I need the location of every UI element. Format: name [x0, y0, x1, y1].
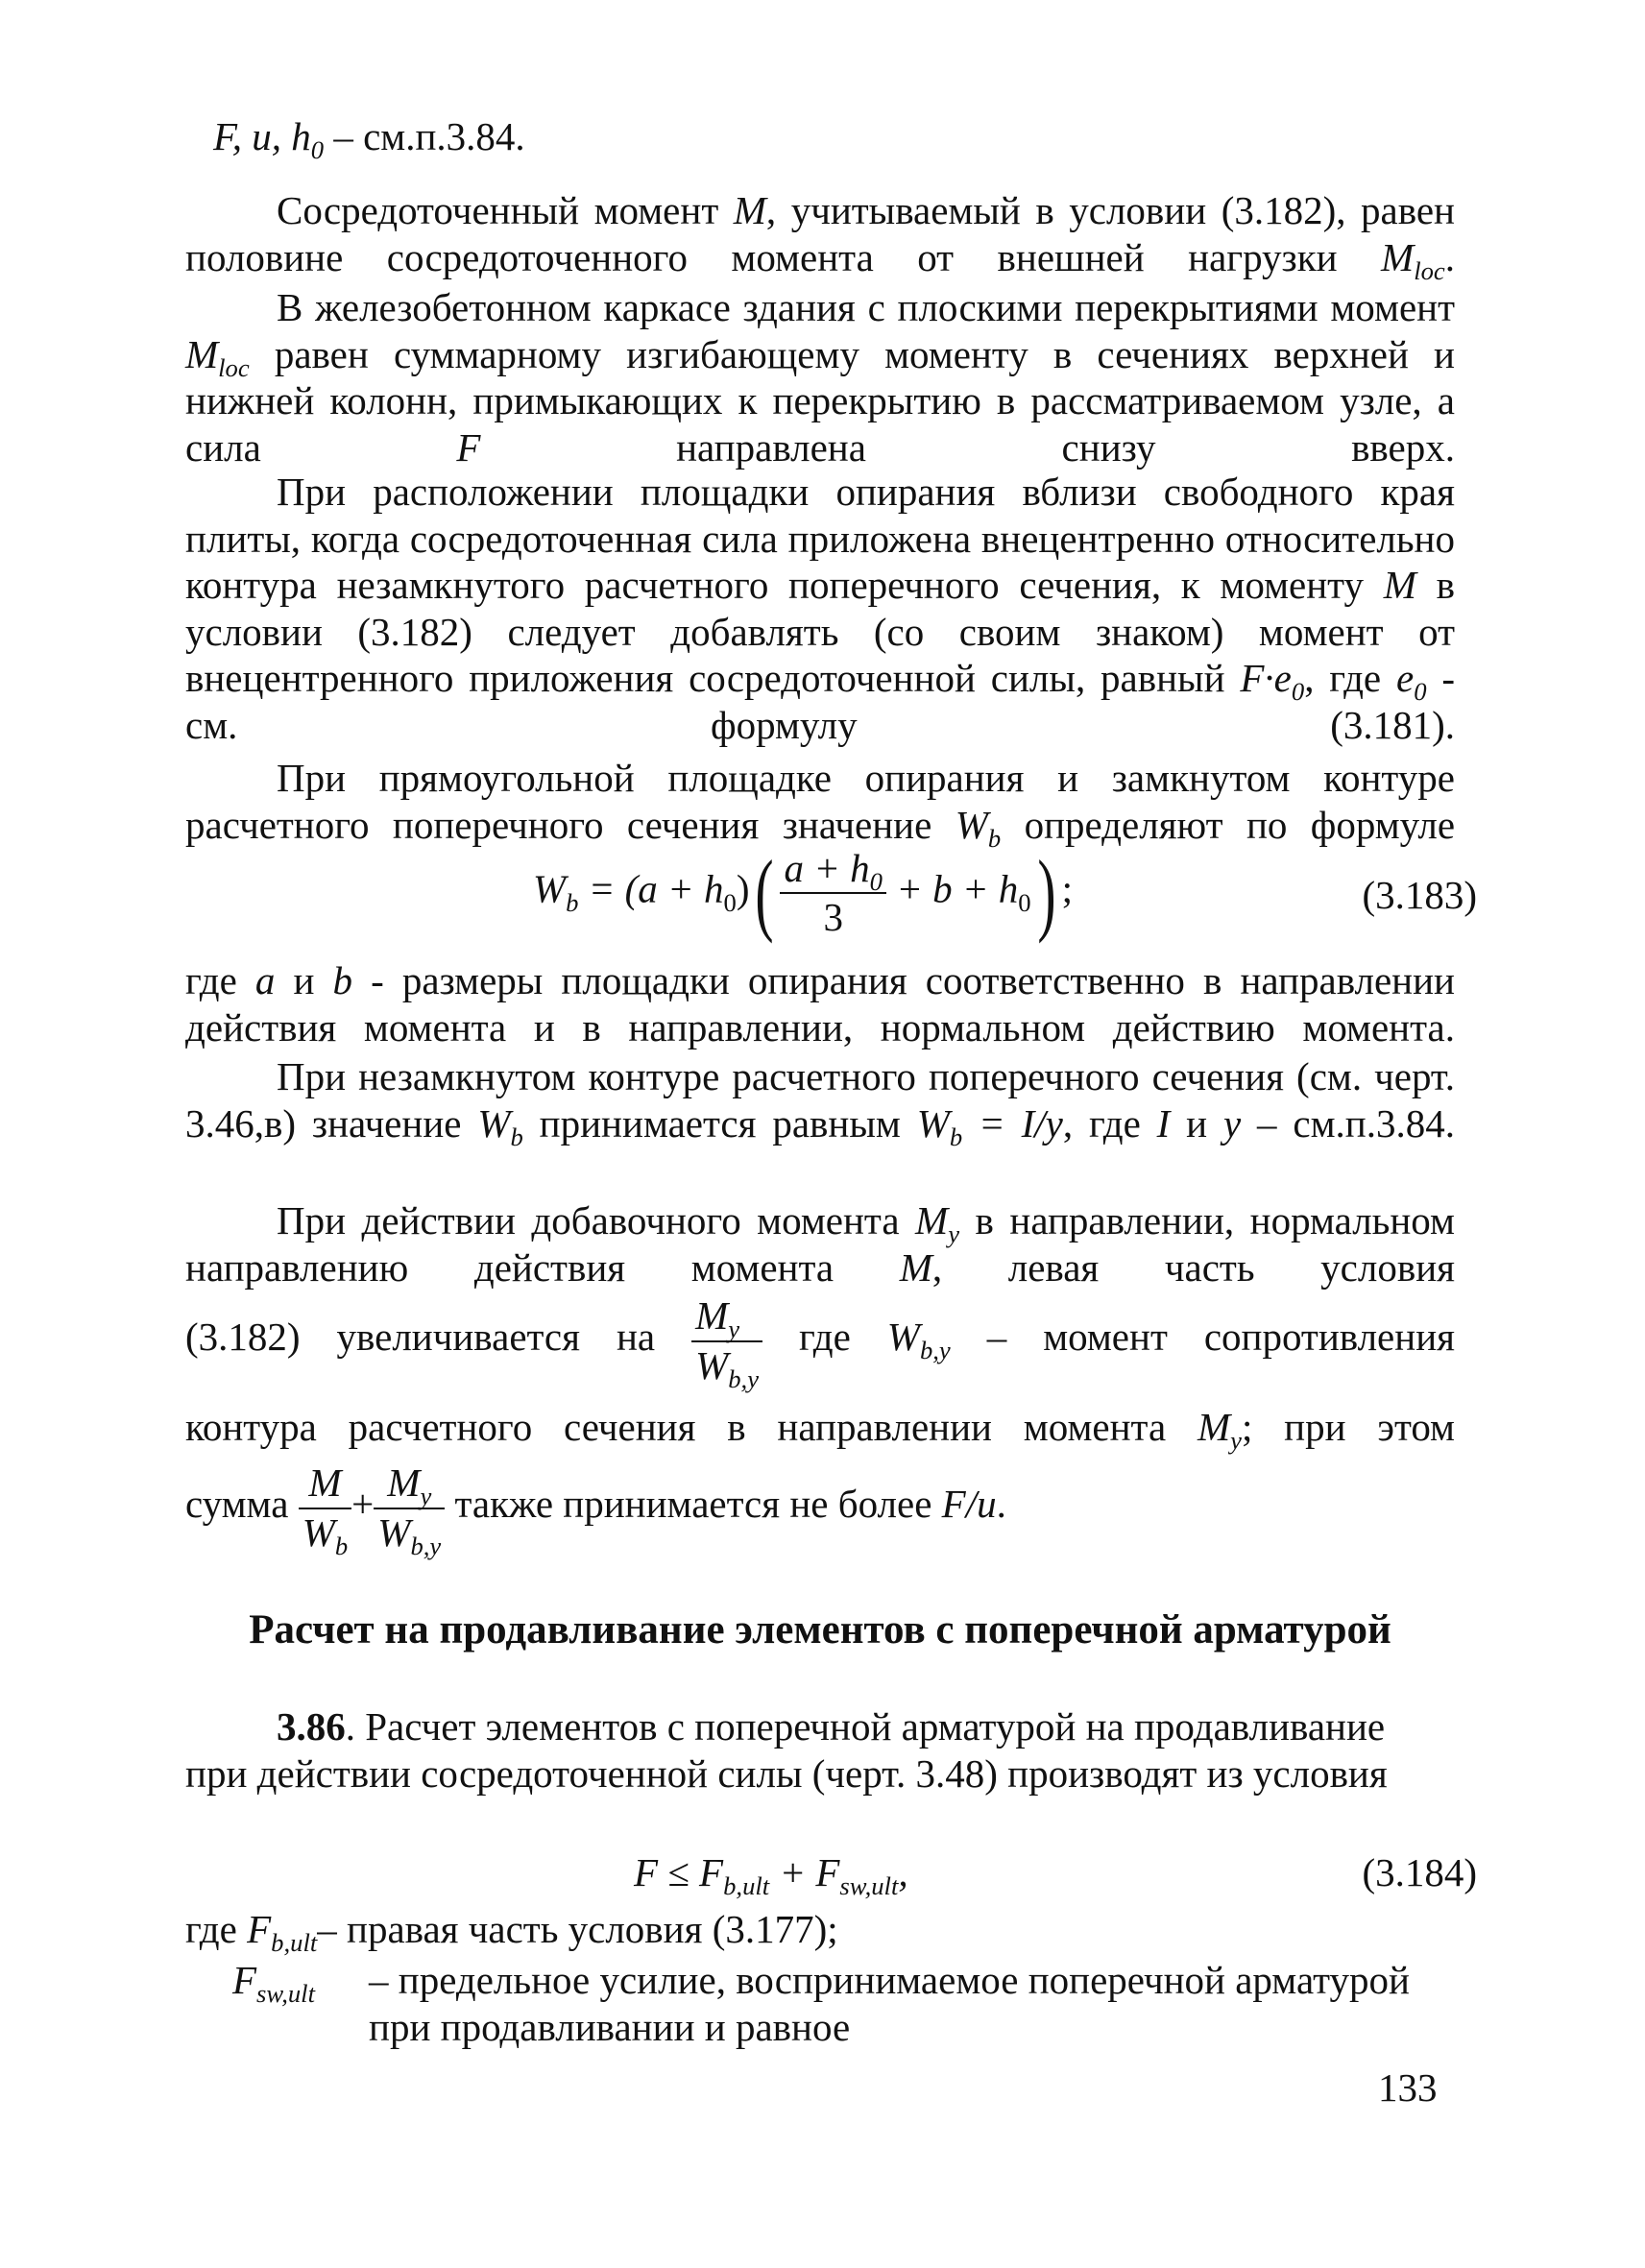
subscript: b,y	[728, 1363, 760, 1393]
text: В железобетонном каркасе здания с плоскими перекрытиями момент	[277, 285, 1455, 329]
text: При расположении площадки опирания вблизи свободного края плиты, когда сосредоточенная сила приложена внецентренно относительно контура незамкнутого расчетного поперечного сечения, к моменту	[185, 470, 1455, 607]
num-text: a + h	[784, 846, 870, 890]
text: , учитываемый в условии (3.182), равен половине сосредоточенного момента от внешней нагрузки	[185, 188, 1455, 279]
var-f: F	[247, 1907, 272, 1951]
text: - см. формулу (3.181).	[185, 656, 1456, 747]
equation-number: (3.183)	[1362, 873, 1477, 917]
equation-number: (3.184)	[1362, 1850, 1477, 1894]
subscript: loc	[218, 352, 250, 382]
fraction-my-wby	[691, 1292, 762, 1393]
text: .	[1444, 234, 1455, 279]
fraction-denominator	[374, 1509, 445, 1560]
var-f: F	[456, 424, 481, 470]
definition-fb-ult	[185, 1906, 838, 1958]
text: При действии добавочного момента	[277, 1198, 916, 1243]
text: контура расчетного сечения в направлении момента	[185, 1405, 1197, 1449]
references-line	[213, 113, 525, 165]
text: определяют по формуле	[1001, 802, 1456, 847]
right-paren: )	[1037, 841, 1056, 945]
equation-3-184	[634, 1849, 908, 1901]
paragraph-7-line-contour	[185, 1404, 1455, 1456]
paragraph-4	[185, 755, 1456, 853]
definition-term	[232, 1957, 369, 2050]
fraction-numerator: M	[299, 1460, 351, 1508]
var-m: M	[1197, 1405, 1231, 1449]
fraction-m-wb	[299, 1460, 351, 1560]
subscript: b	[987, 823, 1002, 853]
fraction-denominator	[299, 1509, 351, 1560]
fraction	[780, 845, 886, 941]
var-i: I	[1156, 1100, 1171, 1146]
text: где	[185, 1907, 248, 1951]
text: и	[275, 958, 333, 1002]
text: - размеры площадки опирания соответственно в направлении действия момента и в направлении, нормальном действию момента.	[185, 958, 1455, 1050]
text: – момент сопротивления	[950, 1315, 1455, 1359]
variables: F, u, h	[213, 114, 311, 158]
var-f: F	[232, 1958, 257, 2002]
fraction-numerator	[691, 1292, 762, 1344]
num-text: M	[695, 1293, 729, 1339]
subscript: b,ult	[271, 1928, 318, 1958]
clause-number: 3.86	[277, 1704, 346, 1749]
paragraph-1	[185, 187, 1455, 285]
eq-iy: = I/y	[962, 1100, 1063, 1146]
var-m: M	[899, 1244, 932, 1290]
text: Сосредоточенный момент	[277, 188, 734, 232]
text: , где	[1062, 1100, 1157, 1146]
num-text: M	[387, 1460, 421, 1506]
var-m: M	[915, 1198, 949, 1243]
subscript: b,ult	[723, 1871, 770, 1901]
subscript: 0	[1414, 677, 1427, 707]
subscript: y	[420, 1482, 432, 1511]
reference-text: – см.п.3.84.	[324, 114, 525, 158]
paragraph-3-86	[185, 1703, 1455, 1797]
fraction-my-wby	[374, 1460, 445, 1560]
eq-tail: + b + h	[885, 866, 1019, 911]
paragraph-6	[185, 1053, 1455, 1151]
eq-end: ,	[898, 1850, 908, 1894]
var-w: W	[955, 802, 988, 847]
var-m: M	[1383, 563, 1416, 607]
subscript: b	[949, 1122, 963, 1151]
subscript: y	[1230, 1426, 1242, 1456]
text: (3.182) увеличивается на	[185, 1315, 692, 1359]
page-number: 133	[1378, 2065, 1438, 2110]
paragraph-3	[185, 469, 1455, 748]
subscript: loc	[1414, 255, 1445, 285]
subscript: sw,ult	[839, 1871, 899, 1901]
var-fu: F/u	[941, 1482, 997, 1526]
var-b: b	[332, 958, 353, 1002]
fraction-denominator: 3	[823, 895, 843, 940]
subscript: y	[948, 1219, 960, 1249]
var-m: M	[733, 188, 766, 232]
eq-mid: = (a + h	[578, 866, 724, 911]
subscript: 0	[723, 887, 737, 917]
fraction-denominator	[691, 1342, 762, 1393]
var-w: W	[916, 1100, 950, 1146]
var-fe0: F·e	[1240, 656, 1292, 700]
definition-text: – предельное усилие, воспринимаемое поперечной арматурой при продавливании и равное	[369, 1958, 1410, 2049]
text: равен суммарному изгибающему моменту в сечениях верхней и нижней колонн, примыкающих к перекрытию в рассматриваемом узле, а сила	[185, 331, 1455, 470]
text: и	[1170, 1100, 1223, 1146]
paragraph-2	[185, 284, 1455, 470]
subscript: 0	[1018, 887, 1031, 917]
var-w: W	[886, 1315, 920, 1359]
paragraph-7-line-fraction	[185, 1287, 1455, 1393]
fraction-numerator	[374, 1460, 445, 1511]
paragraph-7-line-sum	[185, 1454, 1006, 1560]
text: принимается равным	[522, 1100, 917, 1146]
subscript: y	[728, 1315, 740, 1344]
text: При прямоугольной площадке опирания и замкнутом контуре расчетного поперечного сечения значение	[185, 756, 1455, 847]
text: ; при этом	[1241, 1405, 1455, 1449]
equation-3-183	[533, 841, 1073, 945]
den-text: W	[695, 1342, 729, 1387]
var-w: W	[477, 1100, 511, 1146]
eq-le: ≤ F	[658, 1850, 724, 1894]
var-mloc: M	[185, 331, 219, 376]
text: в условии (3.182) следует добавлять (со своим знаком) момент от внецентренного приложения сосредоточенной силы, равный	[185, 563, 1455, 700]
text: При незамкнутом контуре расчетного поперечного сечения (см. черт. 3.46,в) значение	[185, 1054, 1455, 1146]
var-mloc: M	[1381, 234, 1415, 279]
var-a: a	[254, 958, 276, 1002]
paragraph-5	[185, 957, 1455, 1050]
text: .	[996, 1482, 1006, 1526]
subscript: b	[566, 887, 579, 917]
subscript: b,y	[410, 1531, 442, 1560]
subscript: 0	[869, 867, 883, 897]
plus-sign: +	[351, 1482, 375, 1526]
eq-plus: + F	[769, 1850, 840, 1894]
text: направлена снизу вверх.	[480, 424, 1456, 470]
subscript: 0	[310, 135, 325, 165]
var-e0: e	[1395, 656, 1415, 700]
subscript: b,y	[919, 1336, 951, 1365]
eq-lhs: W	[533, 866, 567, 911]
eq-end: ;	[1061, 866, 1073, 911]
subscript: sw,ult	[256, 1979, 315, 2009]
paragraph-7	[185, 1197, 1455, 1291]
text: – см.п.3.84.	[1241, 1100, 1455, 1146]
text: в направлении, нормальном направлению действия момента	[185, 1198, 1455, 1290]
section-heading: Расчет на продавливание элементов с поперечной арматурой	[249, 1607, 1391, 1653]
text: сумма	[185, 1482, 299, 1526]
subscript: b	[510, 1122, 523, 1151]
text: – правая часть условия (3.177);	[317, 1907, 838, 1951]
den-text: W	[302, 1509, 335, 1555]
text: , левая часть условия	[931, 1244, 1455, 1290]
text: где	[185, 958, 255, 1002]
fraction-numerator	[780, 845, 886, 897]
text: также принимается не более	[445, 1482, 942, 1526]
left-paren: (	[755, 841, 775, 945]
var-y: y	[1222, 1100, 1242, 1146]
eq-f: F	[634, 1850, 659, 1894]
text: где	[762, 1315, 887, 1359]
definition-fsw-ult	[232, 1957, 1462, 2050]
subscript: b	[334, 1531, 349, 1560]
den-text: W	[377, 1509, 411, 1555]
eq-paren-close: )	[736, 866, 750, 911]
subscript: 0	[1291, 677, 1305, 707]
text: , где	[1304, 656, 1396, 700]
text: . Расчет элементов с поперечной арматурой на продавливание при действии сосредоточенной силы (черт. 3.48) производят из условия	[185, 1704, 1388, 1796]
